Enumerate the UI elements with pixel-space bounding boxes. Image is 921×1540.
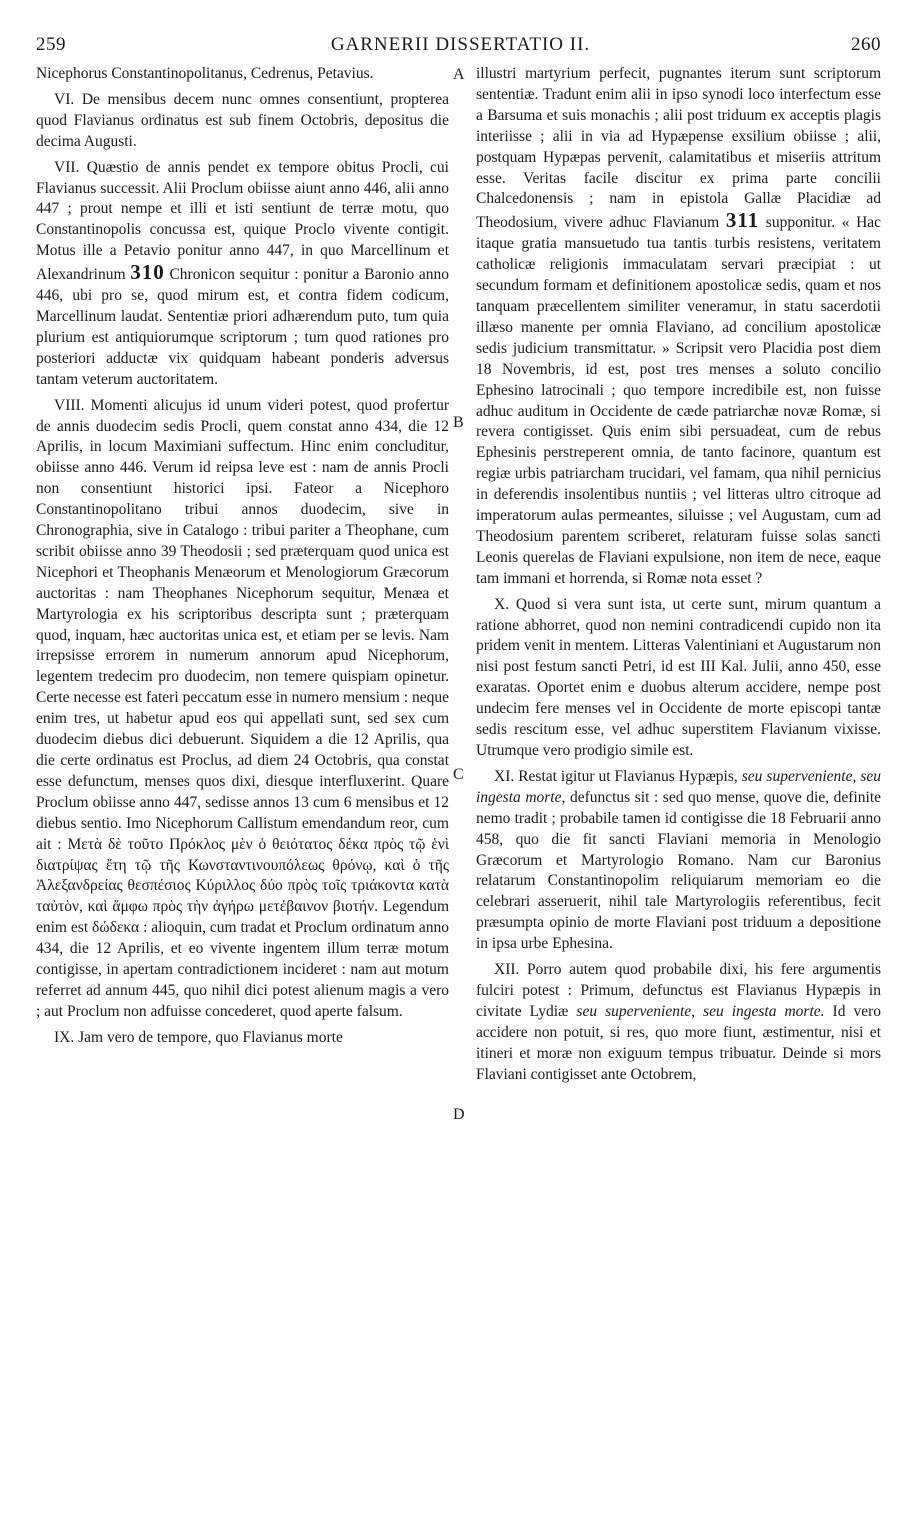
paragraph: Nicephorus Constantinopolitanus, Cedrenus, Petavius. bbox=[36, 65, 374, 82]
page-number-left: 259 bbox=[36, 34, 66, 55]
text: defunctus sit : sed quo mense, quove die, definite nemo tradit ; probabile tamen id contigisse die 18 Februarii anno 458, quo die fit sancti Flaviani memoria in Menologio Græcorum et Martyrologio Romano. Nam cur Baronius relatarum Constantinopolim reliquiarum memoriam eo die celebrari asseruerit, nihil tale Martyrologiis referentibus, fecit præsumpta opinio de morte Flaviani post triduum a depositione in ipsa urbe Ephesina. bbox=[476, 788, 882, 953]
right-column bbox=[476, 64, 881, 1086]
paragraph-xi bbox=[476, 767, 881, 955]
marginal-number: 311 bbox=[725, 208, 760, 233]
text: XI. Restat igitur ut Flavianus Hypæpis, bbox=[494, 767, 738, 785]
greek-quotation: Μετὰ δὲ τοῦτο Πρόκλος μὲν ὁ θειότατος δέκα πρὸς τῷ ἑνὶ διατρίψας ἔτη τῷ τῆς Κωνσταντινουπόλεως θρόνῳ, καὶ ὁ τῆς Ἀλεξανδρείας θεσπέσιος Κύριλλος δύο πρὸς τοῖς τριάκοντα κατὰ ταὐτὸν, καὶ ἄμφω πρὸς τὴν ἀγήρω μετέβαινον βιοτήν. bbox=[36, 835, 449, 916]
text: illustri martyrium perfecit, pugnantes iterum sunt scriptorum sententiæ. Tradunt enim alii in ipso synodi loco interfectum esse a Barsuma et suis monachis ; alii post triduum ex acceptis plagis interiisse ; alii in via ad Hypæpense exsilium obiisse ; alii, postquam Hypæpas pervenit, calamitatibus et miseriis attritum esse. Veritas facile discitur ex prima parte concilii Chalcedonensis ; nam in epistola Gallæ Placidiæ ad Theodosium, vivere adhuc Flavianum bbox=[476, 65, 881, 232]
paragraph-xii bbox=[476, 960, 881, 1085]
italic-phrase: seu superveniente, seu ingesta morte. bbox=[576, 1002, 825, 1020]
marginal-number: 310 bbox=[130, 260, 165, 285]
text: Legendum enim est δώδεκα : alioquin, cum tradat et Proclum ordinatum anno 434, die 12 Aprilis, et eo vivente ingentem illum terræ motum contigisse, in apertam contradictionem incideret : nam aut motum referret ad annum 445, quo nihil dici potest alienum magis a vero ; aut Proclum non adfuisse concederet, quod aperte falsum. bbox=[36, 898, 450, 1020]
margin-letter-b: B bbox=[453, 414, 464, 431]
text: XII. Porro autem quod probabile dixi, his fere argumentis fulciri potest : Primum, defunctus est Flavianus Hypæpis in civitate Lydiæ bbox=[476, 961, 881, 1020]
margin-letter-a: A bbox=[453, 66, 465, 83]
left-column bbox=[36, 64, 449, 1049]
paragraph-x: X. Quod si vera sunt ista, ut certe sunt, mirum quantum a ratione abhorret, quod non nemini contradicendi cupido non ita pridem venit in mentem. Litteras Valentiniani et Augustarum non nisi post festum sancti Petri, id est III Kal. Julii, anno 450, esse exaratas. Oportet enim e duobus alterum accidere, nempe post undecim fere menses vel in Occidente de morte episcopi tantæ sedis rescitum esse, vel adhuc superstitem Flavianum vixisse. Utrumque vero prodigio simile est. bbox=[476, 595, 881, 759]
running-title: GARNERII DISSERTATIO II. bbox=[330, 34, 591, 55]
text: Chronicon sequitur : ponitur a Baronio anno 446, ubi pro se, quod mirum est, et contra fidem codicum, Marcellinum laudat. Sententiæ priori adhærendum puto, tum quia plurium est antiquiorumque scriptorum ; tum quod rationes pro posteriori adductæ vix quidquam habeant ponderis adversus tantam veterum auctoritatem. bbox=[36, 266, 450, 388]
margin-letter-c: C bbox=[453, 766, 464, 783]
paragraph-vi: VI. De mensibus decem nunc omnes consentiunt, propterea quod Flavianus ordinatus est sub finem Octobris, depositus die decima Augusti. bbox=[36, 90, 449, 150]
margin-letter-d: D bbox=[453, 1106, 465, 1123]
text: Id vero accidere non potuit, si res, quo more fiunt, æstimentur, nisi et itineri et moræ non exiguum tempus tribuatur. Deinde si mors Flaviani contigisset ante Octobrem, bbox=[476, 1002, 882, 1083]
italic-phrase: seu superveniente, seu ingesta morte, bbox=[476, 767, 881, 806]
paragraph-vii bbox=[36, 158, 449, 391]
paragraph bbox=[476, 64, 881, 590]
paragraph-viii bbox=[36, 396, 449, 1023]
text: supponitur. « Hac itaque gratia mansuetudo tua tantis turbis resistens, veritatem catholicæ religionis immaculatam servari præcipiat : ut secundum formam et definitionem apostolicæ sedis, quam et nos tanquam præcellentem similiter veneramur, in statu sacerdotii illæso manente per omnia Flaviano, ad concilium apostolicæ sedis judicium transmittatur. » Scripsit vero Placidia post diem 18 Novembris, id est, post tres menses a soluto concilio Ephesino latrocinali ; quo tempore incredibile est, non fuisse adhuc auditum in Occidente de cæde patriarchæ novæ Romæ, si revera contigisset. Quis enim sibi persuadeat, cum de rebus Ephesinis perstreperent omnia, de tanto facinore, quantum est regiæ urbis patriarcham trucidari, vel famam, qua nihil pernicius in deferendis insolentibus nuntiis ; vel litteras ultro citroque ad imperatorum aulas permeantes, siluisse ; vel Augustam, cum ad Theodosium parentem scriberet, relaturam fuisse solas sancti Leonis querelas de Flaviani expulsione, non item de nece, eaque tam immani et horrenda, si Romæ nota esset ? bbox=[476, 214, 882, 587]
text: VII. Quæstio de annis pendet ex tempore obitus Procli, cui Flavianus successit. Alii Proclum obiisse aiunt anno 446, alii anno 447 ; prout nempe et illi et isti sentiunt de terræ motu, quo Constantinopolis concussa est, quique Proclo vivente contigit. Motus ille a Petavio ponitur anno 447, in quo Marcellinum et Alexandrinum bbox=[36, 158, 449, 284]
paragraph-ix: IX. Jam vero de tempore, quo Flavianus morte bbox=[54, 1028, 343, 1046]
text: VIII. Momenti alicujus id unum videri potest, quod profertur de annis duodecim sedis Procli, quem constat anno 434, die 12 Aprilis, in locum Maximiani suffectum. Hinc enim concluditur, obiisse anno 446. Verum id reipsa leve est : nam de annis Procli non consentiunt historici ipsi. Fateor a Nicephoro Constantinopolitano tribui annos duodecim, sive in Chronographia, sive in Catalogo : tribui pariter a Theophane, cum scribit obiisse anno 39 Theodosii ; sed præterquam quod unica est Nicephori et Theophanis Menæorum et Menologiorum Græcorum auctoritas : nam Theophanes Nicephorum sequitur, Menæa et Martyrologia ex his scriptoribus descripta sunt ; præterquam quod, inquam, hæc auctoritas unica est, et etiam per se levis. Nam irrepsisse errorem in numerum annorum apud Nicephorum, legentem tredecim pro duodecim, non temere quispiam opinetur. Certe necesse est fateri peccatum esse in numero mensium : neque enim tres, ut habetur apud eos qui appellati sunt, sed sex cum duodecim diebus dici debuerunt. Siquidem a die 12 Aprilis, qua die certe ordinatus est Proclus, ad diem 24 Octobris, qua constat esse defunctum, menses quos dixi, diesque interfluxerint. Quare Proclum obiisse anno 447, sedisse annos 13 cum 6 mensibus et 12 diebus sentio. Imo Nicephorum Callistum emendandum reor, cum ait : bbox=[36, 396, 449, 853]
page-number-right: 260 bbox=[851, 34, 881, 55]
running-header bbox=[0, 34, 921, 64]
